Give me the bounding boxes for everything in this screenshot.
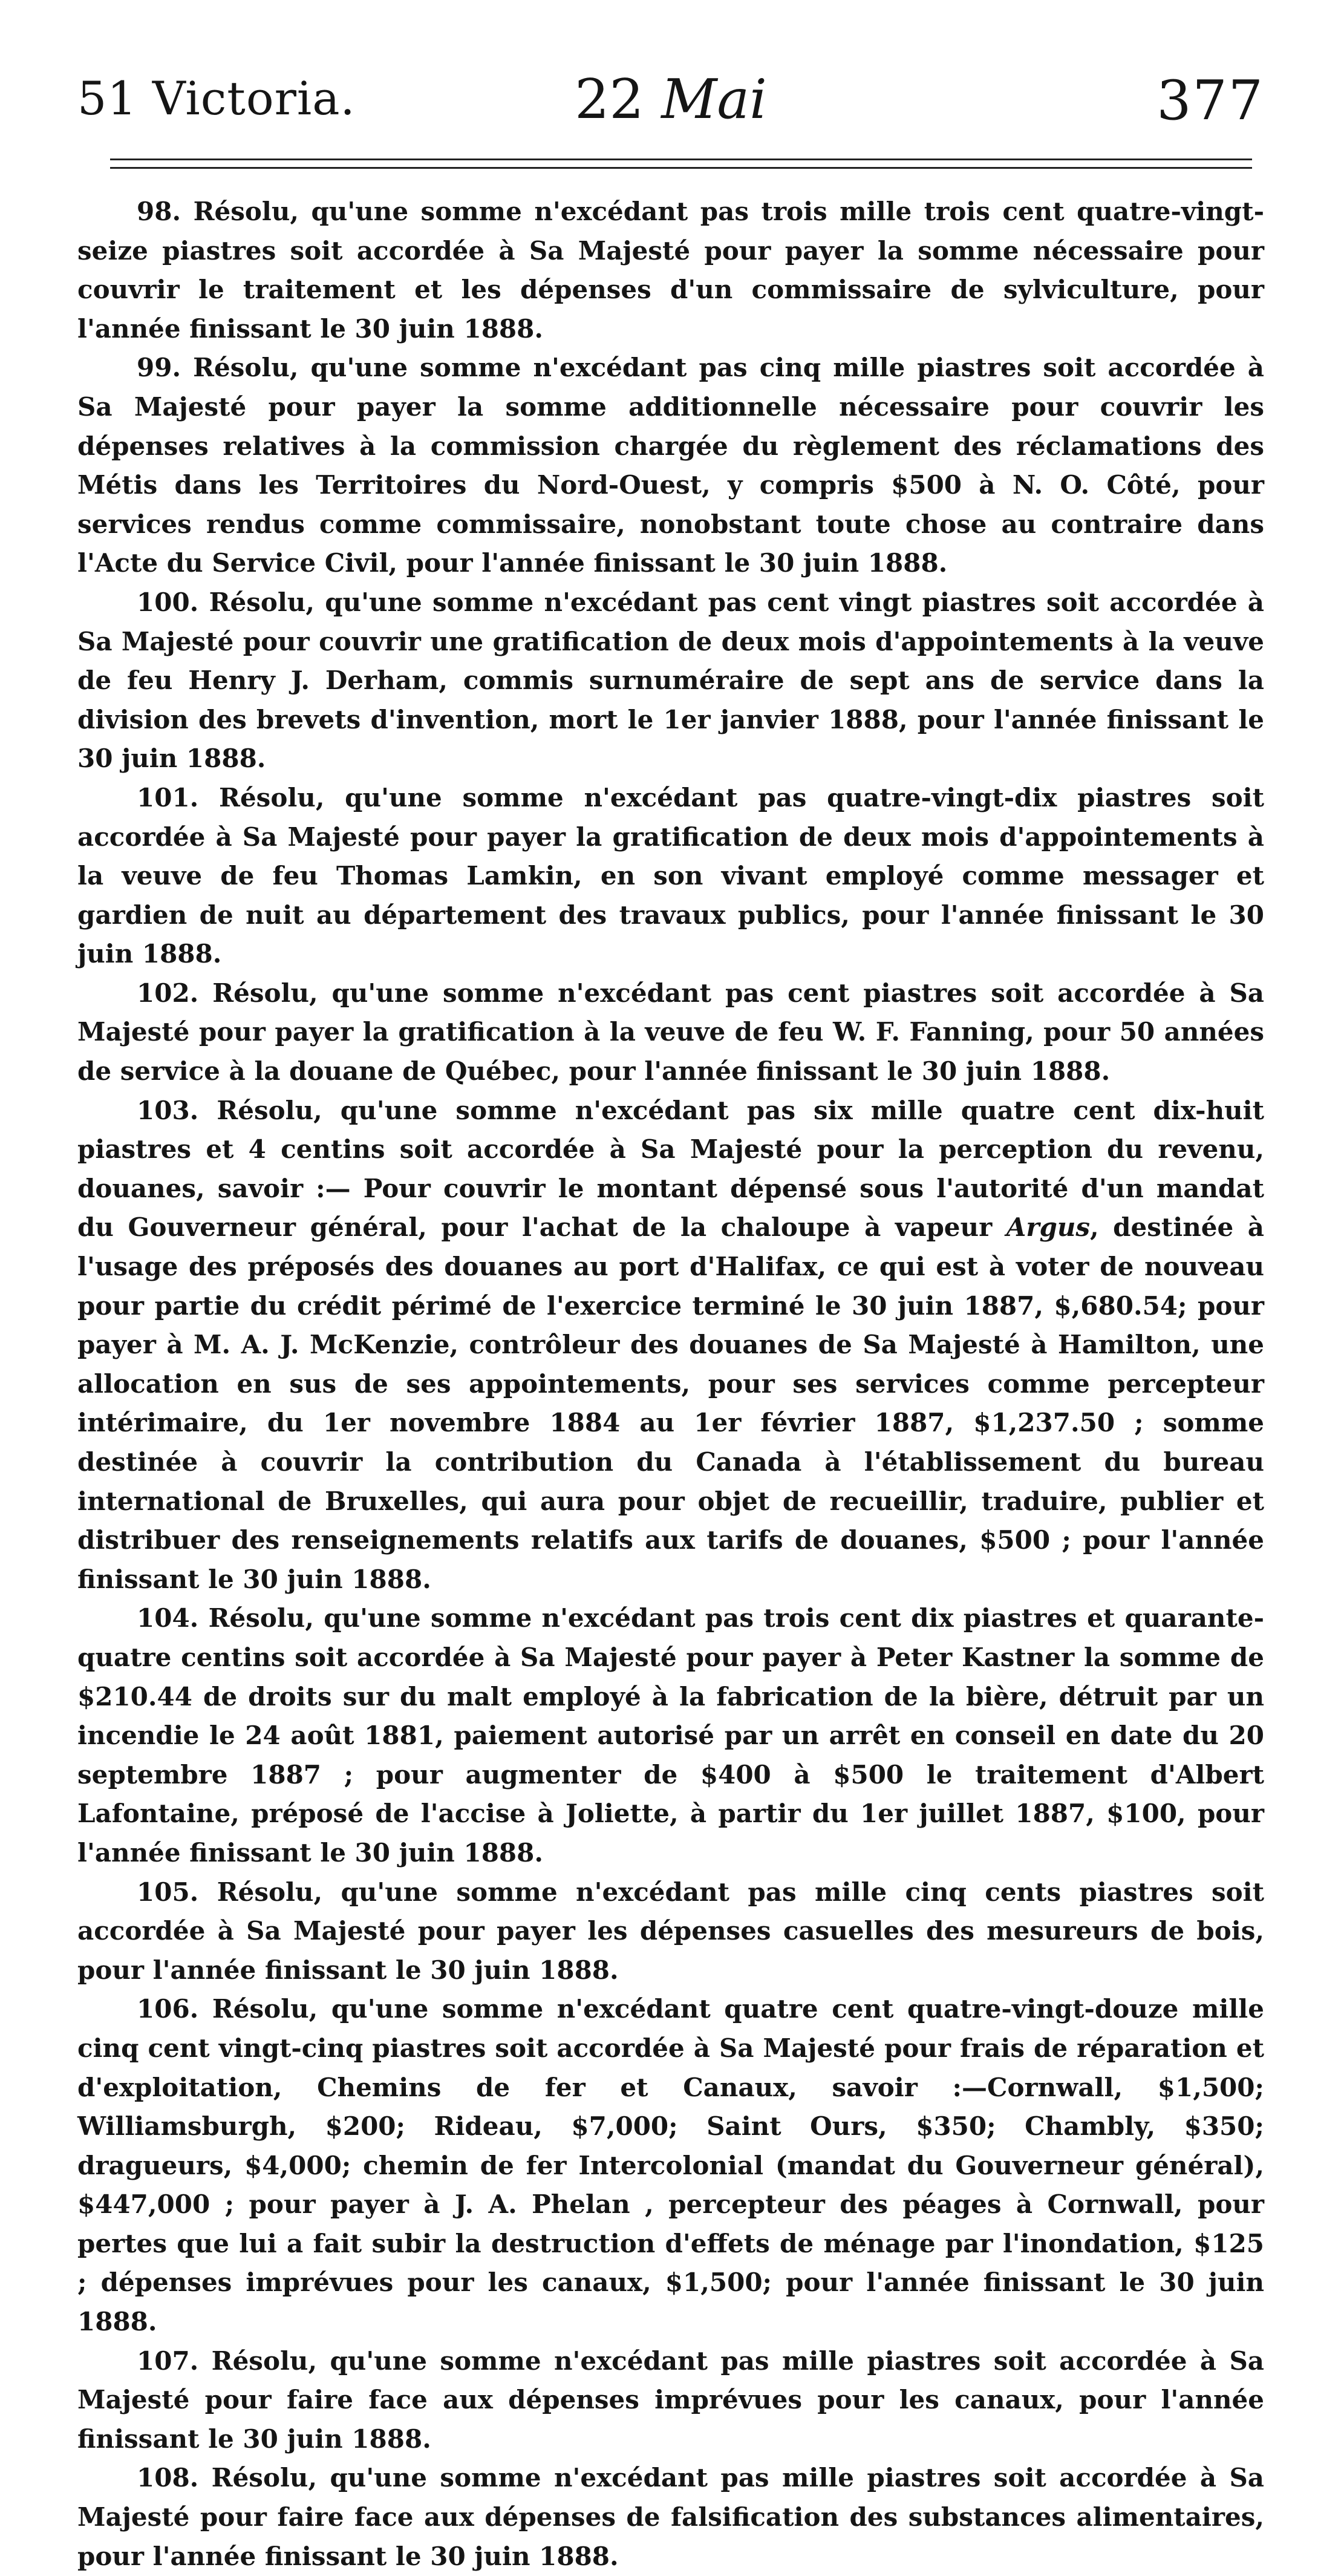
- resolution-text: Résolu, qu'une somme n'excédant pas mille piastres soit accordée à Sa Majesté pour faire face aux dépenses imprévues pour les canaux, pour l'année finissant le 30 juin 1888.: [77, 2346, 1264, 2454]
- resolution-number: 101.: [137, 782, 199, 812]
- resolution-105: [77, 1873, 1264, 1990]
- resolution-101: [77, 779, 1264, 974]
- date-month: Mai: [661, 68, 767, 131]
- resolution-number: 108.: [137, 2463, 199, 2493]
- resolution-number: 100.: [137, 587, 199, 617]
- resolution-103: [77, 1091, 1264, 1600]
- resolution-number: 106.: [137, 1994, 199, 2024]
- vessel-name: Argus: [1006, 1212, 1090, 1243]
- resolutions-body: [77, 192, 1265, 2571]
- resolution-text: Résolu, qu'une somme n'excédant pas trois cent dix piastres et quarante-quatre centins soit accordée à Sa Majesté pour payer à Peter Kastner la somme de $210.44 de droits sur du malt employé à la fabrication de la bière, détruit par un incendie le 24 août 1881, paiement autorisé par un arrêt en conseil en date du 20 septembre 1887 ; pour augmenter de $400 à $500 le traitement d'Albert Lafontaine, préposé de l'accise à Joliette, à partir du 1er juillet 1887, $100, pour l'année finissant le 30 juin 1888.: [77, 1603, 1264, 1868]
- resolution-108: [77, 2459, 1264, 2576]
- resolution-102: [77, 974, 1264, 1091]
- header-rule-top: [110, 159, 1252, 160]
- resolution-number: 99.: [137, 353, 181, 383]
- resolution-number: 105.: [137, 1877, 199, 1907]
- resolution-text-part1: Résolu, qu'une somme n'excédant pas six mille quatre cent dix-huit piastres et 4 centins soit accordée à Sa Majesté pour la perception du revenu, douanes, savoir :— Pour couvrir le montant dépensé sous l'autorité d'un mandat du Gouverneur général, pour l'achat de la chaloupe à vapeur: [77, 1095, 1265, 1243]
- resolution-number: 107.: [137, 2346, 199, 2376]
- session-label: 51 Victoria.: [77, 71, 356, 125]
- resolution-text: Résolu, qu'une somme n'excédant pas mille piastres soit accordée à Sa Majesté pour faire face aux dépenses de falsification des substances alimentaires, pour l'année finissant le 30 juin 1888.: [77, 2463, 1264, 2571]
- resolution-text: Résolu, qu'une somme n'excédant pas cinq mille piastres soit accordée à Sa Majesté pour payer la somme additionnelle nécessaire pour couvrir les dépenses relatives à la commission chargée du règlement des réclamations des Métis dans les Territoires du Nord-Ouest, y compris $500 à N. O. Côté, pour services rendus comme commissaire, nonobstant toute chose au contraire dans l'Acte du Service Civil, pour l'année finissant le 30 juin 1888.: [77, 353, 1264, 578]
- date-day: 22: [575, 68, 644, 131]
- resolution-number: 104.: [137, 1603, 199, 1633]
- resolution-text: Résolu, qu'une somme n'excédant pas cent vingt piastres soit accordée à Sa Majesté pour couvrir une gratification de deux mois d'appointements à la veuve de feu Henry J. Derham, commis surnuméraire de sept ans de service dans la division des brevets d'invention, mort le 1er janvier 1888, pour l'année finissant le 30 juin 1888.: [77, 587, 1264, 774]
- resolution-text: Résolu, qu'une somme n'excédant pas cent piastres soit accordée à Sa Majesté pour payer la gratification à la veuve de feu W. F. Fanning, pour 50 années de service à la douane de Québec, pour l'année finissant le 30 juin 1888.: [77, 978, 1264, 1087]
- resolution-107: [77, 2342, 1264, 2459]
- resolution-100: [77, 583, 1264, 779]
- resolution-number: 103.: [137, 1095, 199, 1125]
- resolution-104: [77, 1599, 1264, 1872]
- page-number: 377: [1156, 69, 1264, 132]
- resolution-text: Résolu, qu'une somme n'excédant pas quatre-vingt-dix piastres soit accordée à Sa Majesté pour payer la gratification de deux mois d'appointements à la veuve de feu Thomas Lamkin, en son vivant employé comme messager et gardien de nuit au département des travaux publics, pour l'année finissant le 30 juin 1888.: [77, 782, 1264, 969]
- resolution-number: 98.: [137, 197, 181, 226]
- resolution-text: Résolu, qu'une somme n'excédant pas trois mille trois cent quatre-vingt-seize piastres soit accordée à Sa Majesté pour payer la somme nécessaire pour couvrir le traitement et les dépenses d'un commissaire de sylviculture, pour l'année finissant le 30 juin 1888.: [77, 197, 1265, 344]
- resolution-106: [77, 1990, 1264, 2341]
- resolution-text: Résolu, qu'une somme n'excédant quatre cent quatre-vingt-douze mille cinq cent vingt-cinq piastres soit accordée à Sa Majesté pour frais de réparation et d'exploitation, Chemins de fer et Canaux, savoir :—Cornwall, $1,500; Williamsburgh, $200; Rideau, $7,000; Saint Ours, $350; Chambly, $350; dragueurs, $4,000; chemin de fer Intercolonial (mandat du Gouverneur général), $447,000 ; pour payer à J. A. Phelan , percepteur des péages à Cornwall, pour pertes que lui a fait subir la destruction d'effets de ménage par l'inondation, $125 ; dépenses imprévues pour les canaux, $1,500; pour l'année finissant le 30 juin 1888.: [77, 1994, 1264, 2337]
- page-header: [77, 65, 1264, 132]
- page-date: [77, 68, 1264, 131]
- resolution-text-part2: , destinée à l'usage des préposés des douanes au port d'Halifax, ce qui est à voter de nouveau pour partie du crédit périmé de l'exercice terminé le 30 juin 1887, $,680.54; pour payer à M. A. J. McKenzie, contrôleur des douanes de Sa Majesté à Hamilton, une allocation en sus de ses appointements, pour ses services comme percepteur intérimaire, du 1er novembre 1884 au 1er février 1887, $1,237.50 ; somme destinée à couvrir la contribution du Canada à l'établissement du bureau international de Bruxelles, qui aura pour objet de recueillir, traduire, publier et distribuer des renseignements relatifs aux tarifs de douanes, $500 ; pour l'année finissant le 30 juin 1888.: [77, 1212, 1264, 1594]
- resolution-98: [77, 192, 1264, 348]
- resolution-number: 102.: [137, 978, 199, 1008]
- resolution-99: [77, 348, 1264, 583]
- resolution-text: Résolu, qu'une somme n'excédant pas mille cinq cents piastres soit accordée à Sa Majesté pour payer les dépenses casuelles des mesureurs de bois, pour l'année finissant le 30 juin 1888.: [77, 1877, 1265, 1985]
- header-rule-bottom: [110, 167, 1252, 169]
